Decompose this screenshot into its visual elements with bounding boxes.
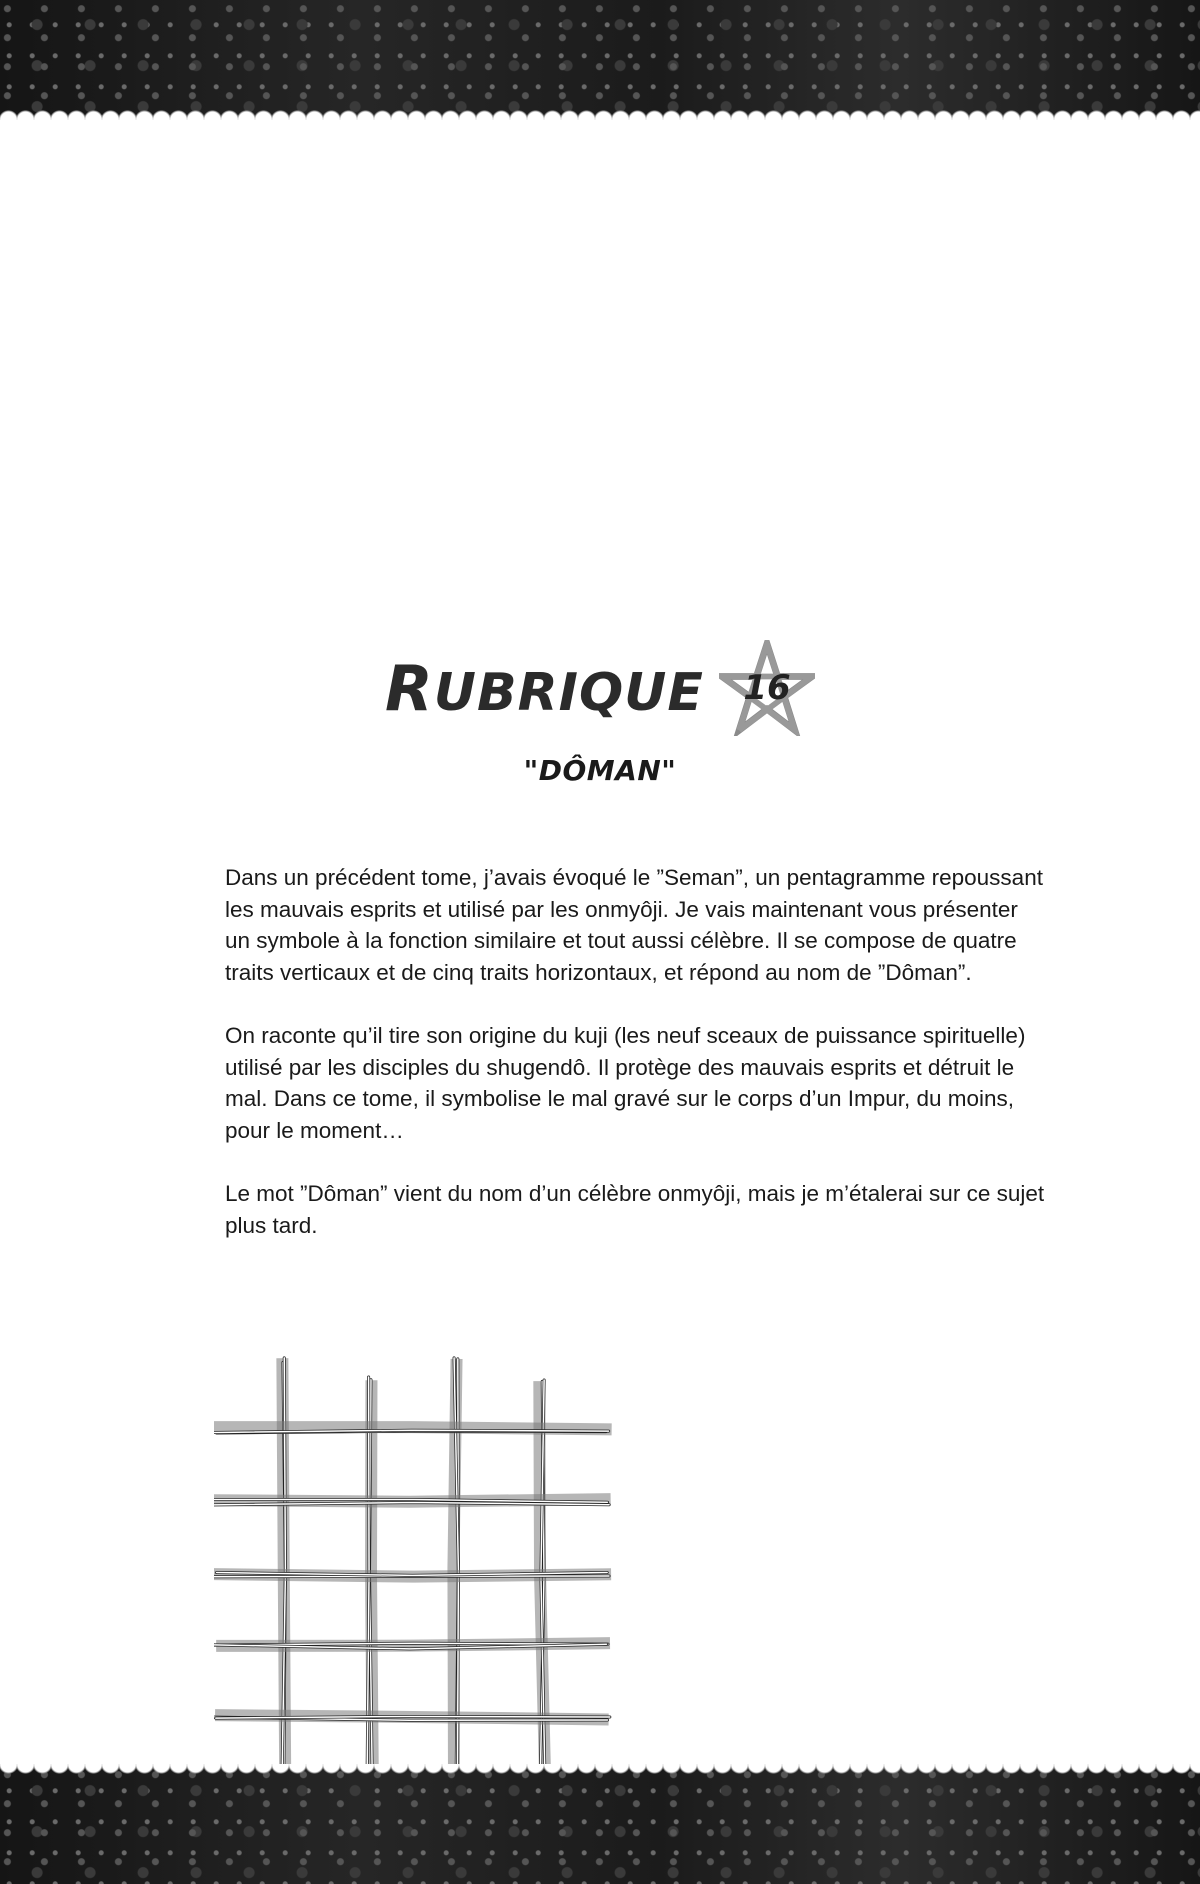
top-decorative-border [0, 0, 1200, 118]
paragraph: Dans un précédent tome, j’avais évoqué le ”Seman”, un pentagramme repoussant les mauvais esprits et utilisé par les onmyôji. Je vais maintenant vous présenter un symbole à la fonction similaire et tout aussi célèbre. Il se compose de quatre traits verticaux et de cinq traits horizontaux, et répond au nom de ”Dôman”. [225, 865, 1043, 985]
scalloped-edge [0, 1764, 1200, 1778]
rubric-title: RUBRIQUE [384, 651, 704, 725]
rubric-number: 16 [743, 668, 791, 708]
pentagram-badge [719, 640, 815, 736]
scalloped-edge [0, 106, 1200, 120]
rubric-subtitle: "DÔMAN" [523, 754, 677, 787]
doman-symbol-illustration [214, 1350, 634, 1794]
rubric-heading [0, 640, 1200, 736]
paragraph: Le mot ”Dôman” vient du nom d’un célèbre onmyôji, mais je m’étalerai sur ce sujet plus tard. [225, 1180, 1045, 1238]
bottom-decorative-border [0, 1766, 1200, 1884]
doman-grid-drawing [214, 1350, 634, 1790]
article-body [225, 862, 1045, 1273]
paragraph: On raconte qu’il tire son origine du kuji (les neuf sceaux de puissance spirituelle) utilisé par les disciples du shugendô. Il protège des mauvais esprits et détruit le mal. Dans ce tome, il symbolise le mal gravé sur le corps d’un Impur, du moins, pour le moment… [225, 1022, 1026, 1143]
